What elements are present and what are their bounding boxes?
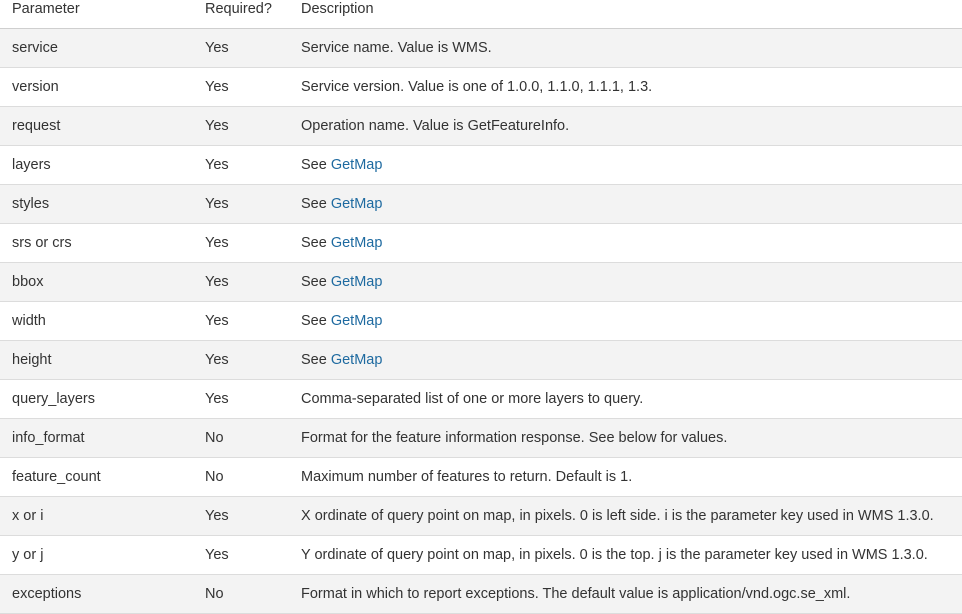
table-row — [0, 184, 962, 223]
cell-description — [289, 145, 962, 184]
header-parameter: Parameter — [0, 0, 193, 28]
see-prefix: See — [301, 351, 327, 368]
cell-description: X ordinate of query point on map, in pixels. 0 is left side. i is the parameter key used in WMS 1.3.0. — [301, 507, 934, 524]
cell-parameter: info_format — [12, 429, 85, 446]
cell-required: No — [205, 585, 224, 602]
cell-parameter: height — [12, 351, 52, 368]
see-prefix: See — [301, 234, 327, 251]
cell-parameter: exceptions — [12, 585, 82, 602]
table-row — [0, 145, 962, 184]
table-row — [0, 262, 962, 301]
cell-description: Comma-separated list of one or more layers to query. — [301, 390, 644, 407]
table-header-row — [0, 0, 962, 28]
cell-required: Yes — [205, 234, 229, 251]
cell-required: Yes — [205, 312, 229, 329]
see-prefix: See — [301, 156, 327, 173]
cell-description — [289, 184, 962, 223]
table-row — [0, 496, 962, 535]
table-row — [0, 574, 962, 613]
header-required: Required? — [193, 0, 289, 28]
cell-description: Service version. Value is one of 1.0.0, 1.1.0, 1.1.1, 1.3. — [301, 78, 653, 95]
cell-required: No — [205, 468, 224, 485]
cell-required: Yes — [205, 39, 229, 56]
cell-description — [289, 301, 962, 340]
see-prefix: See — [301, 273, 327, 290]
table-row — [0, 379, 962, 418]
cell-parameter: width — [12, 312, 46, 329]
cell-description: Service name. Value is WMS. — [301, 39, 492, 56]
getmap-link[interactable]: GetMap — [330, 195, 383, 212]
cell-parameter: x or i — [12, 507, 44, 524]
cell-description — [289, 223, 962, 262]
getmap-link[interactable]: GetMap — [330, 273, 383, 290]
cell-description — [289, 340, 962, 379]
table-row — [0, 223, 962, 262]
cell-parameter: layers — [12, 156, 51, 173]
getmap-link[interactable]: GetMap — [330, 234, 383, 251]
cell-parameter: service — [12, 39, 58, 56]
cell-required: Yes — [205, 78, 229, 95]
table-row — [0, 535, 962, 574]
cell-description: Y ordinate of query point on map, in pixels. 0 is the top. j is the parameter key used in WMS 1.3.0. — [301, 546, 928, 563]
cell-parameter: feature_count — [12, 468, 101, 485]
cell-parameter: srs or crs — [12, 234, 72, 251]
cell-required: Yes — [205, 156, 229, 173]
table-row — [0, 457, 962, 496]
cell-required: Yes — [205, 273, 229, 290]
cell-parameter: version — [12, 78, 59, 95]
cell-description: Maximum number of features to return. Default is 1. — [301, 468, 633, 485]
cell-description: Format for the feature information response. See below for values. — [301, 429, 728, 446]
cell-description: Format in which to report exceptions. The default value is application/vnd.ogc.se_xml. — [301, 585, 851, 602]
cell-parameter: y or j — [12, 546, 44, 563]
getmap-link[interactable]: GetMap — [330, 351, 383, 368]
table-row — [0, 340, 962, 379]
cell-required: Yes — [205, 351, 229, 368]
cell-parameter: query_layers — [12, 390, 96, 407]
getmap-link[interactable]: GetMap — [330, 156, 383, 173]
header-description: Description — [289, 0, 962, 28]
getmap-link[interactable]: GetMap — [330, 312, 383, 329]
cell-required: Yes — [205, 117, 229, 134]
table-row — [0, 418, 962, 457]
see-prefix: See — [301, 195, 327, 212]
cell-description — [289, 262, 962, 301]
cell-description: Operation name. Value is GetFeatureInfo. — [301, 117, 570, 134]
cell-parameter: bbox — [12, 273, 44, 290]
table-row — [0, 28, 962, 67]
cell-required: Yes — [205, 507, 229, 524]
cell-required: Yes — [205, 195, 229, 212]
table-row — [0, 67, 962, 106]
cell-parameter: request — [12, 117, 61, 134]
table-row — [0, 106, 962, 145]
cell-parameter: styles — [12, 195, 50, 212]
cell-required: No — [205, 429, 224, 446]
cell-required: Yes — [205, 546, 229, 563]
see-prefix: See — [301, 312, 327, 329]
cell-required: Yes — [205, 390, 229, 407]
table-row — [0, 301, 962, 340]
